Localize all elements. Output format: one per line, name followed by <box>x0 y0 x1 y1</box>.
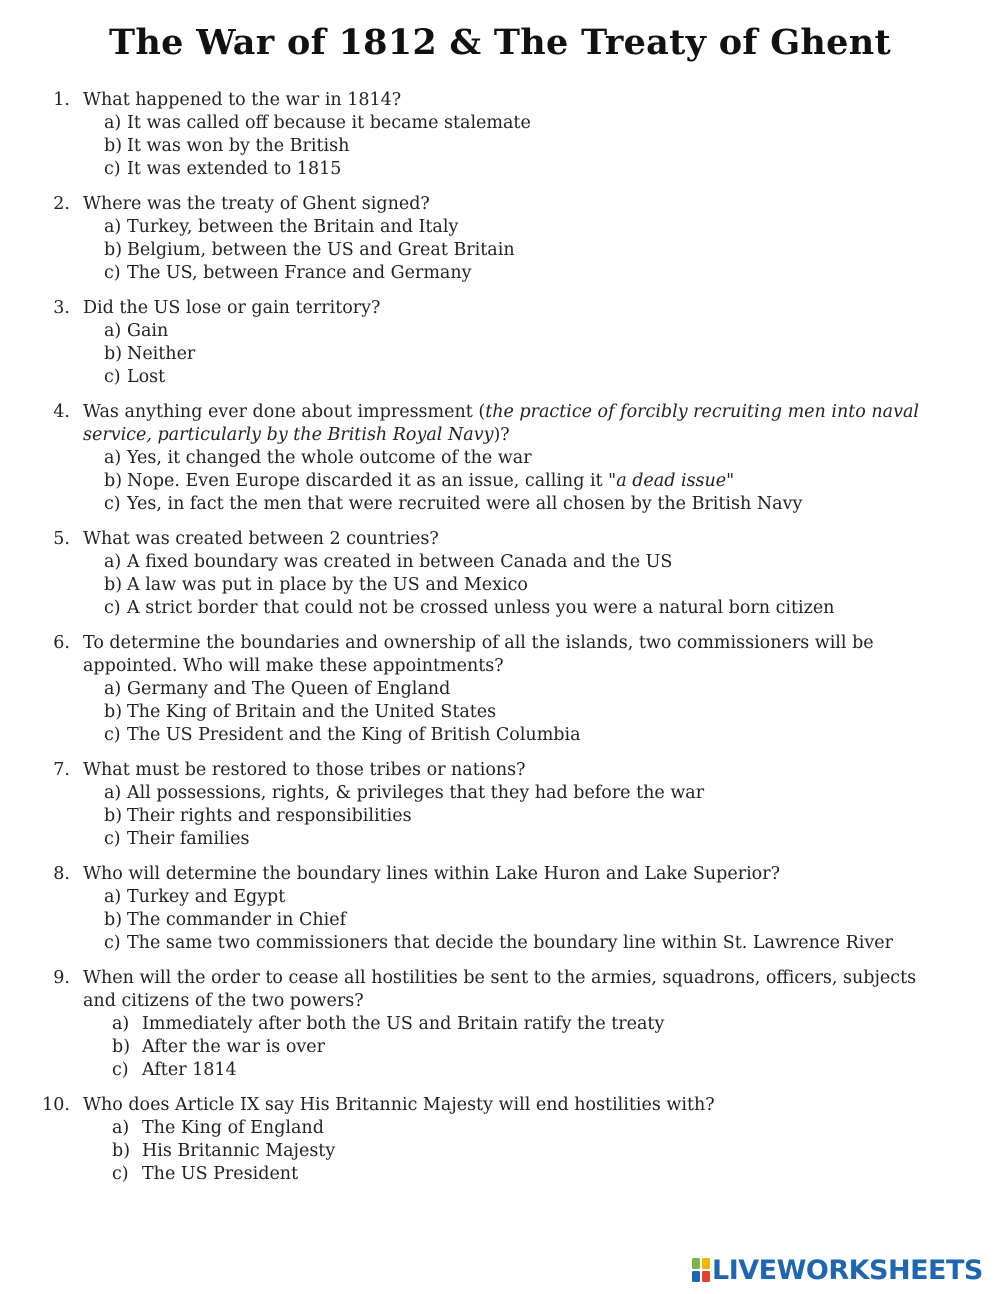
question-number: 1. <box>53 90 70 110</box>
question-list <box>0 89 1000 1198</box>
option-text: Gain <box>127 321 169 341</box>
option-letter: c) <box>104 829 121 849</box>
option-text: After the war is over <box>142 1037 325 1057</box>
option-text: Their families <box>127 829 250 849</box>
option-2c[interactable] <box>0 262 1000 285</box>
option-text: The commander in Chief <box>127 910 347 930</box>
option-text: The same two commissioners that decide the boundary line within St. Lawrence River <box>127 933 893 953</box>
question-number: 10. <box>42 1095 70 1115</box>
question-9 <box>0 967 1000 1082</box>
option-4b[interactable] <box>0 470 1000 493</box>
option-text: It was called off because it became stalemate <box>127 113 531 133</box>
option-10c[interactable] <box>0 1163 1000 1186</box>
option-letter: c) <box>104 933 121 953</box>
question-text: What was created between 2 countries? <box>83 529 439 549</box>
option-text: Turkey, between the Britain and Italy <box>127 217 459 237</box>
option-letter: a) <box>104 552 122 572</box>
option-2a[interactable] <box>0 216 1000 239</box>
question-number: 5. <box>53 529 70 549</box>
option-letter: a) <box>104 448 122 468</box>
option-letter: b) <box>112 1141 131 1161</box>
option-text: A strict border that could not be crossed unless you were a natural born citizen <box>127 598 835 618</box>
option-letter: b) <box>104 575 123 595</box>
question-text-start: Was anything ever done about impressment ( <box>83 402 486 422</box>
option-text: His Britannic Majesty <box>142 1141 336 1161</box>
question-number: 7. <box>53 760 70 780</box>
option-text: Germany and The Queen of England <box>127 679 451 699</box>
option-text: All possessions, rights, & privileges that they had before the war <box>127 783 705 803</box>
option-text: The US President <box>142 1164 299 1184</box>
option-2b[interactable] <box>0 239 1000 262</box>
question-text-end: )? <box>493 425 510 445</box>
question-text: What happened to the war in 1814? <box>83 90 402 110</box>
question-7 <box>0 759 1000 851</box>
question-text: Who will determine the boundary lines within Lake Huron and Lake Superior? <box>83 864 780 884</box>
option-letter: a) <box>104 217 122 237</box>
option-1b[interactable] <box>0 135 1000 158</box>
option-7c[interactable] <box>0 828 1000 851</box>
option-letter: b) <box>104 471 123 491</box>
option-1c[interactable] <box>0 158 1000 181</box>
option-1a[interactable] <box>0 112 1000 135</box>
option-text: Neither <box>127 344 196 364</box>
question-text-italic: the practice of forcibly recruiting men into naval service, particularly by the British Royal Navy <box>83 402 919 445</box>
option-6a[interactable] <box>0 678 1000 701</box>
question-text: To determine the boundaries and ownership of all the islands, two commissioners will be appointed. Who will make these appointments? <box>83 633 874 676</box>
option-letter: a) <box>104 679 122 699</box>
option-10a[interactable] <box>0 1117 1000 1140</box>
option-5c[interactable] <box>0 597 1000 620</box>
option-text: It was won by the British <box>127 136 350 156</box>
option-letter: c) <box>112 1060 129 1080</box>
option-letter: b) <box>104 702 123 722</box>
option-text: Belgium, between the US and Great Britain <box>127 240 515 260</box>
question-4 <box>0 401 1000 516</box>
question-10 <box>0 1094 1000 1186</box>
question-number: 9. <box>53 968 70 988</box>
option-letter: c) <box>104 367 121 387</box>
option-text <box>127 470 734 493</box>
question-text: Did the US lose or gain territory? <box>83 298 381 318</box>
option-text-end: " <box>726 471 735 491</box>
liveworksheets-logo-icon <box>692 1258 710 1282</box>
page-title: The War of 1812 & The Treaty of Ghent <box>109 22 891 63</box>
option-4c[interactable] <box>0 493 1000 516</box>
option-letter: c) <box>104 725 121 745</box>
question-number: 8. <box>53 864 70 884</box>
question-1 <box>0 89 1000 181</box>
option-letter: c) <box>104 159 121 179</box>
option-5b[interactable] <box>0 574 1000 597</box>
option-5a[interactable] <box>0 551 1000 574</box>
question-text: What must be restored to those tribes or nations? <box>83 760 526 780</box>
option-text: The US, between France and Germany <box>127 263 472 283</box>
option-letter: c) <box>104 494 121 514</box>
question-text <box>83 401 942 447</box>
option-text: After 1814 <box>142 1060 237 1080</box>
option-3b[interactable] <box>0 343 1000 366</box>
option-3c[interactable] <box>0 366 1000 389</box>
option-text: The US President and the King of British Columbia <box>127 725 581 745</box>
option-4a[interactable] <box>0 447 1000 470</box>
liveworksheets-logo-text: LIVEWORKSHEETS <box>712 1254 983 1286</box>
question-5 <box>0 528 1000 620</box>
option-letter: b) <box>104 806 123 826</box>
option-6b[interactable] <box>0 701 1000 724</box>
option-6c[interactable] <box>0 724 1000 747</box>
option-letter: c) <box>112 1164 129 1184</box>
option-10b[interactable] <box>0 1140 1000 1163</box>
option-text: The King of England <box>142 1118 324 1138</box>
option-7b[interactable] <box>0 805 1000 828</box>
liveworksheets-logo <box>692 1256 983 1284</box>
option-text: The King of Britain and the United States <box>127 702 497 722</box>
question-text: Who does Article IX say His Britannic Majesty will end hostilities with? <box>83 1095 715 1115</box>
question-number: 2. <box>53 194 70 214</box>
option-8c[interactable] <box>0 932 1000 955</box>
option-letter: a) <box>104 113 122 133</box>
option-text: A fixed boundary was created in between Canada and the US <box>127 552 673 572</box>
question-text: Where was the treaty of Ghent signed? <box>83 194 430 214</box>
option-text: Yes, in fact the men that were recruited were all chosen by the British Navy <box>127 494 803 514</box>
question-6 <box>0 632 1000 747</box>
option-letter: a) <box>104 887 122 907</box>
option-letter: b) <box>104 344 123 364</box>
option-letter: b) <box>112 1037 131 1057</box>
option-letter: b) <box>104 136 123 156</box>
option-text: Immediately after both the US and Britain ratify the treaty <box>142 1014 665 1034</box>
option-letter: c) <box>104 598 121 618</box>
option-text: Turkey and Egypt <box>127 887 286 907</box>
option-8b[interactable] <box>0 909 1000 932</box>
option-9c[interactable] <box>0 1059 1000 1082</box>
option-letter: b) <box>104 910 123 930</box>
question-number: 4. <box>53 402 70 422</box>
option-letter: a) <box>104 321 122 341</box>
option-letter: a) <box>112 1014 130 1034</box>
question-2 <box>0 193 1000 285</box>
option-text: Yes, it changed the whole outcome of the war <box>127 448 532 468</box>
question-8 <box>0 863 1000 955</box>
option-letter: c) <box>104 263 121 283</box>
question-number: 6. <box>53 633 70 653</box>
option-3a[interactable] <box>0 320 1000 343</box>
option-9a[interactable] <box>0 1013 1000 1036</box>
option-letter: a) <box>112 1118 130 1138</box>
option-text: Lost <box>127 367 166 387</box>
option-letter: a) <box>104 783 122 803</box>
option-text: A law was put in place by the US and Mexico <box>127 575 528 595</box>
option-text-italic: a dead issue <box>616 471 727 491</box>
option-text: It was extended to 1815 <box>127 159 342 179</box>
question-3 <box>0 297 1000 389</box>
question-text: When will the order to cease all hostilities be sent to the armies, squadrons, officers, subjects and citizens of the two powers? <box>83 968 917 1011</box>
option-7a[interactable] <box>0 782 1000 805</box>
option-text-start: Nope. Even Europe discarded it as an issue, calling it " <box>127 471 617 491</box>
option-letter: b) <box>104 240 123 260</box>
question-number: 3. <box>53 298 70 318</box>
option-text: Their rights and responsibilities <box>127 806 412 826</box>
option-8a[interactable] <box>0 886 1000 909</box>
option-9b[interactable] <box>0 1036 1000 1059</box>
